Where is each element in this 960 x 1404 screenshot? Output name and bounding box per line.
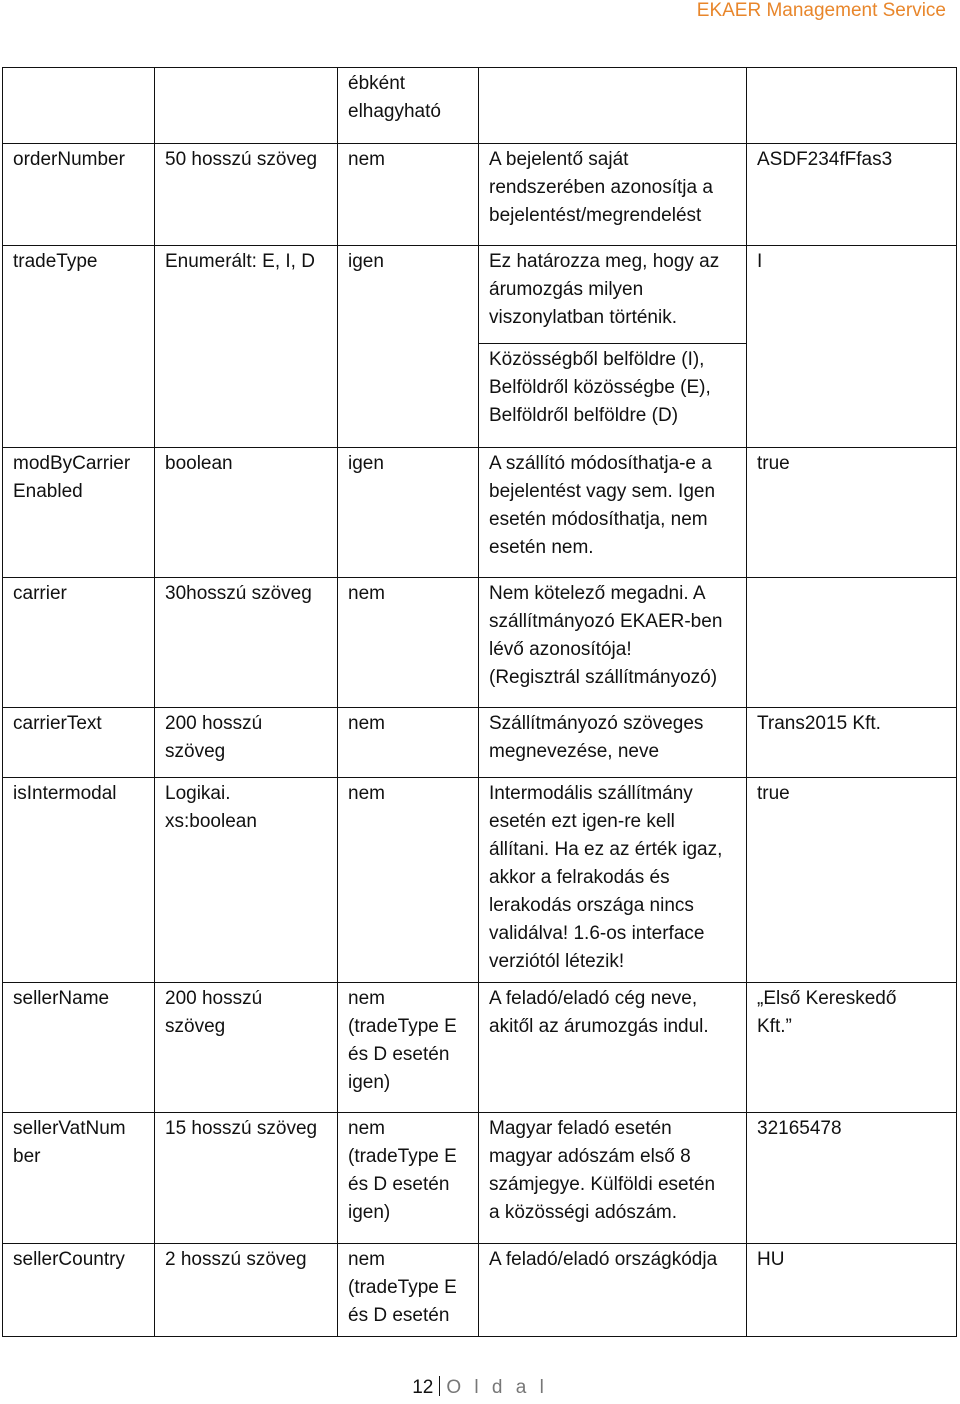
field-type-cell: 30hosszú szöveg <box>155 578 338 708</box>
field-type-cell: boolean <box>155 448 338 578</box>
field-example-cell <box>747 578 957 708</box>
field-description-cell: Szállítmányozó szöveges megnevezése, neve <box>479 708 747 778</box>
field-description-cell: Intermodális szállítmány esetén ezt igen-re kell állítani. Ha ez az érték igaz, akkor a felrakodás és lerakodás országa nincs validálva! 1.6-os interface verziótól létezik! <box>479 778 747 983</box>
field-description-continuation-cell: Közösségből belföldre (I), Belföldről közösségbe (E), Belföldről belföldre (D) <box>479 344 747 448</box>
field-name-cell: isIntermodal <box>3 778 155 983</box>
field-name-cell <box>3 68 155 144</box>
page-label: O l d a l <box>446 1377 548 1398</box>
table-row <box>3 144 957 246</box>
field-example-cell: true <box>747 778 957 983</box>
field-required-cell: nem (tradeType E és D esetén <box>338 1244 479 1337</box>
table-row <box>3 578 957 708</box>
table-row <box>3 246 957 344</box>
footer-divider <box>439 1376 440 1396</box>
page-footer <box>0 1376 960 1399</box>
field-type-cell: 200 hosszú szöveg <box>155 983 338 1113</box>
field-required-cell: nem <box>338 578 479 708</box>
field-required-cell: nem (tradeType E és D esetén igen) <box>338 983 479 1113</box>
field-name-cell: sellerName <box>3 983 155 1113</box>
field-name-cell: orderNumber <box>3 144 155 246</box>
field-name-cell: tradeType <box>3 246 155 448</box>
field-type-cell: 2 hosszú szöveg <box>155 1244 338 1337</box>
field-required-cell: nem <box>338 144 479 246</box>
field-required-cell: ébként elhagyható <box>338 68 479 144</box>
field-example-cell: true <box>747 448 957 578</box>
field-description-cell: A feladó/eladó cég neve, akitől az árumozgás indul. <box>479 983 747 1113</box>
field-example-cell: I <box>747 246 957 448</box>
field-name-cell: modByCarrier Enabled <box>3 448 155 578</box>
field-example-cell: Trans2015 Kft. <box>747 708 957 778</box>
field-name-cell: sellerCountry <box>3 1244 155 1337</box>
field-example-cell <box>747 68 957 144</box>
field-name-cell: carrierText <box>3 708 155 778</box>
table-row <box>3 708 957 778</box>
field-name-cell: carrier <box>3 578 155 708</box>
field-description-cell: Magyar feladó esetén magyar adószám első 8 számjegye. Külföldi esetén a közösségi adószám. <box>479 1113 747 1244</box>
field-required-cell: nem (tradeType E és D esetén igen) <box>338 1113 479 1244</box>
field-type-cell: 50 hosszú szöveg <box>155 144 338 246</box>
table-row <box>3 68 957 144</box>
field-description-cell: Nem kötelező megadni. A szállítmányozó EKAER-ben lévő azonosítója! (Regisztrál szállítmányozó) <box>479 578 747 708</box>
document-header-title: EKAER Management Service <box>696 0 946 21</box>
table-row <box>3 448 957 578</box>
table-row <box>3 1113 957 1244</box>
field-type-cell: 200 hosszú szöveg <box>155 708 338 778</box>
field-required-cell: nem <box>338 778 479 983</box>
page-number: 12 <box>412 1377 434 1398</box>
field-type-cell: Enumerált: E, I, D <box>155 246 338 448</box>
field-description-cell <box>479 68 747 144</box>
field-required-cell: igen <box>338 246 479 448</box>
field-example-cell: ASDF234fFfas3 <box>747 144 957 246</box>
field-type-cell <box>155 68 338 144</box>
field-name-cell: sellerVatNum ber <box>3 1113 155 1244</box>
field-type-cell: Logikai. xs:boolean <box>155 778 338 983</box>
table-row <box>3 1244 957 1337</box>
field-required-cell: igen <box>338 448 479 578</box>
field-type-cell: 15 hosszú szöveg <box>155 1113 338 1244</box>
field-description-cell: A feladó/eladó országkódja <box>479 1244 747 1337</box>
table-row <box>3 983 957 1113</box>
field-spec-table <box>2 67 957 1337</box>
field-description-cell: A szállító módosíthatja-e a bejelentést vagy sem. Igen esetén módosíthatja, nem esetén nem. <box>479 448 747 578</box>
field-example-cell: 32165478 <box>747 1113 957 1244</box>
table-row <box>3 778 957 983</box>
field-description-cell: Ez határozza meg, hogy az árumozgás milyen viszonylatban történik. <box>479 246 747 344</box>
field-example-cell: HU <box>747 1244 957 1337</box>
field-example-cell: „Első Kereskedő Kft.” <box>747 983 957 1113</box>
field-required-cell: nem <box>338 708 479 778</box>
field-description-cell: A bejelentő saját rendszerében azonosítja a bejelentést/megrendelést <box>479 144 747 246</box>
